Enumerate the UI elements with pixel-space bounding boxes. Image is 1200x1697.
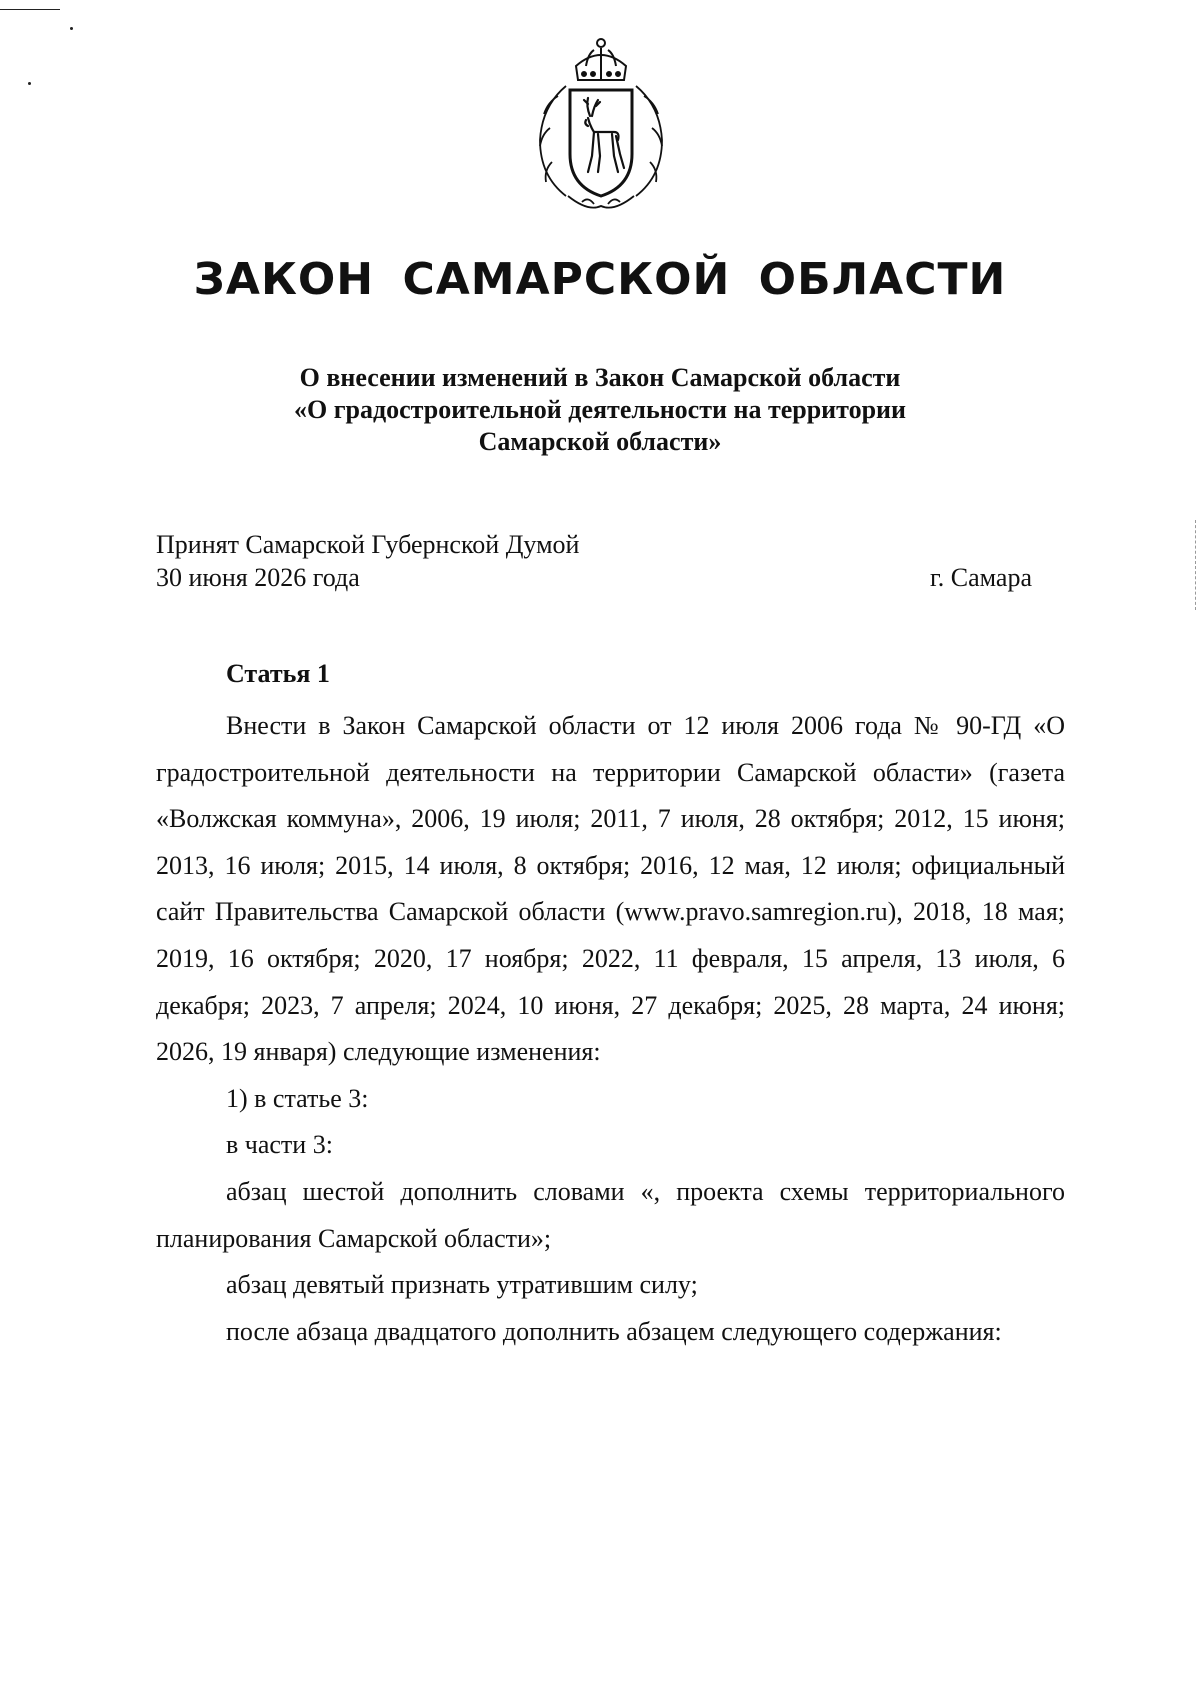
article-paragraph: абзац девятый признать утратившим силу; — [226, 1270, 698, 1300]
law-subtitle — [0, 362, 1200, 458]
law-title: ЗАКОН САМАРСКОЙ ОБЛАСТИ — [193, 254, 1007, 305]
scan-speck — [28, 82, 31, 85]
subtitle-line: Самарской области» — [478, 427, 722, 456]
samara-region-coat-of-arms-icon — [528, 36, 674, 214]
article-paragraph: после абзаца двадцатого дополнить абзацем следующего содержания: — [226, 1316, 1002, 1346]
city-label: г. Самара — [930, 563, 1032, 592]
article-paragraph: Внести в Закон Самарской области от 12 июля 2006 года № 90-ГД «О градостроительной деятельности на территории Самарской области» (газета «Волжская коммуна», 2006, 19 июля; 2011, 7 июля, 28 октября; 2012, 15 июня; 2013, 16 июля; 2015, 14 июля, 8 октября; 2016, 12 мая, 12 июля; официальный сайт Правительства Самарской области (www.pravo.samregion.ru), 2018, 18 мая; 2019, 16 октября; 2020, 17 ноября; 2022, 11 февраля, 15 апреля, 13 июля, 6 декабря; 2023, 7 апреля; 2024, 10 июня, 27 декабря; 2025, 28 марта, 24 июня; 2026, 19 января) следующие изменения: — [156, 711, 1065, 1067]
scan-speck — [70, 27, 73, 30]
adopted-by: Принят Самарской Губернской Думой — [156, 530, 580, 559]
subtitle-line: О внесении изменений в Закон Самарской области — [299, 363, 901, 392]
article-paragraph: 1) в статье 3: — [226, 1083, 369, 1113]
scan-edge-mark — [1195, 520, 1197, 610]
article-paragraph: абзац шестой дополнить словами «, проекта схемы территориального планирования Самарской области»; — [156, 1176, 1065, 1253]
article-paragraph: в части 3: — [226, 1130, 333, 1160]
subtitle-line: «О градостроительной деятельности на территории — [293, 395, 907, 424]
adoption-block — [156, 528, 579, 594]
article-heading: Статья 1 — [226, 659, 330, 688]
adoption-date: 30 июня 2026 года — [156, 563, 360, 592]
article-body — [156, 703, 1065, 1355]
scan-corner-line — [0, 9, 60, 10]
